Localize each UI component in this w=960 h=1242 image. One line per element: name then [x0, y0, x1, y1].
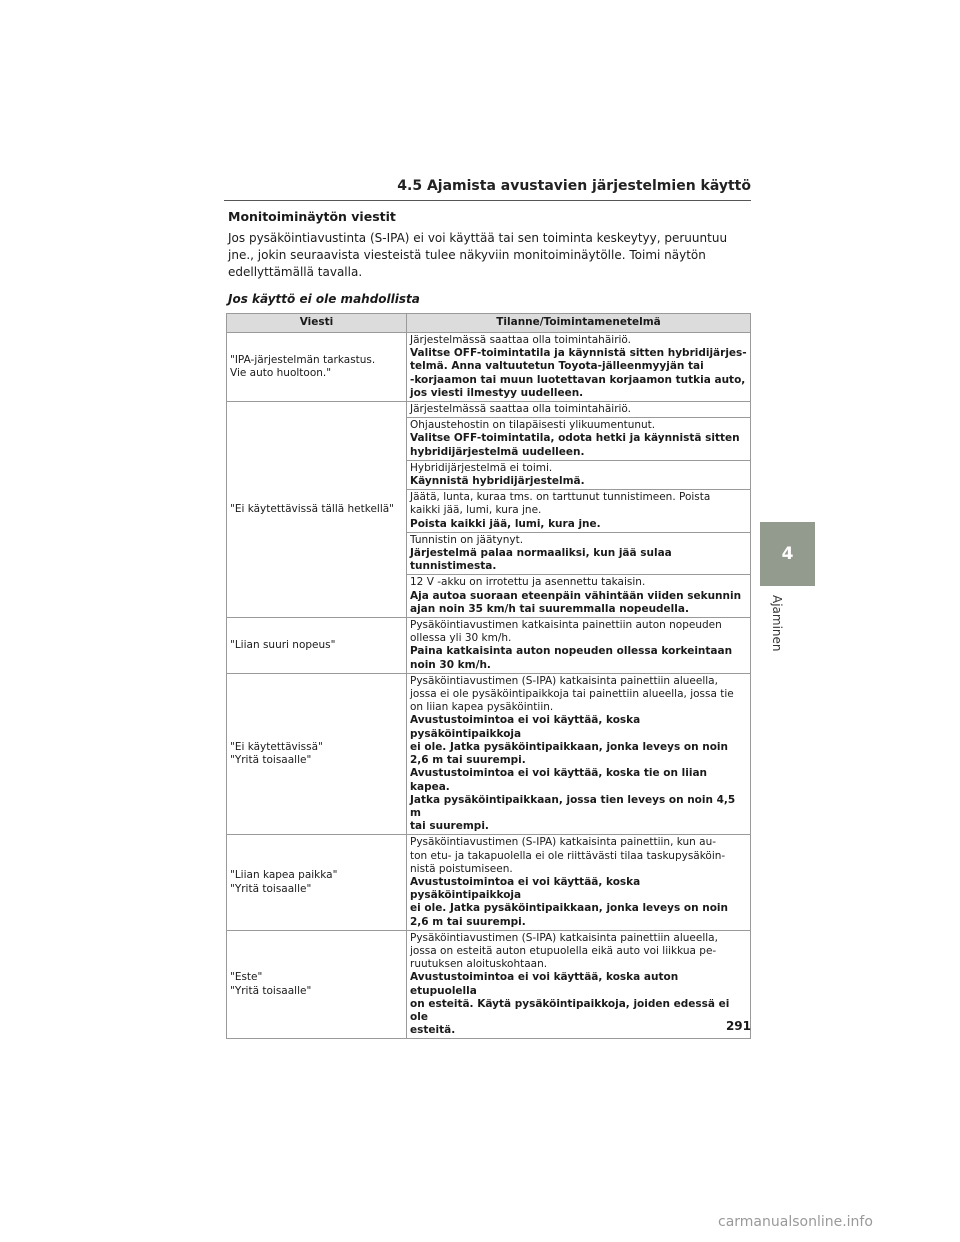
action-text: Avustustoimintoa ei voi käyttää, koska auton etupuolella on esteitä. Käytä pysäköintipaikkoja, joiden edessä ei ole esteitä. — [410, 971, 730, 1037]
chapter-tab-label: Ajaminen — [770, 595, 784, 652]
message-cell — [227, 930, 407, 1039]
action-text: Käynnistä hybridijärjestelmä. — [410, 475, 585, 488]
page-number: 291 — [725, 1019, 751, 1033]
situation-cell — [407, 418, 751, 461]
message-text: "Liian kapea paikka" "Yritä toisaalle" — [230, 869, 338, 895]
situation-text: 12 V -akku on irrotettu ja asennettu takaisin. — [410, 576, 646, 589]
table-row — [227, 618, 751, 674]
situation-cell — [407, 575, 751, 618]
action-text: Valitse OFF-toimintatila, odota hetki ja käynnistä sitten hybridijärjestelmä uudelleen. — [410, 432, 740, 458]
chapter-header: 4.5 Ajamista avustavien järjestelmien käyttö — [224, 178, 751, 201]
action-text: Avustustoimintoa ei voi käyttää, koska pysäköintipaikkoja ei ole. Jatka pysäköintipaikkaan, jonka leveys on noin 2,6 m tai suurempi. — [410, 875, 729, 928]
messages-table — [226, 313, 751, 1039]
situation-text: Pysäköintiavustimen (S-IPA) katkaisinta painettiin alueella, jossa ei ole pysäköintipaikkoja tai painettiin alueella, jossa tie on liian kapea pysäköintiin. — [410, 674, 734, 714]
situation-text: Hybridijärjestelmä ei toimi. — [410, 461, 553, 474]
situation-text: Ohjaustehostin on tilapäisesti ylikuumentunut. — [410, 419, 656, 432]
table-row — [227, 673, 751, 834]
situation-cell — [407, 490, 751, 533]
column-header-message: Viesti — [227, 314, 407, 333]
intro-paragraph: Jos pysäköintiavustinta (S-IPA) ei voi käyttää tai sen toiminta keskeytyy, peruuntuu jne., jokin seuraavista viesteistä tulee näkyviin monitoiminäytölle. Toimi näytön edellyttämällä tavalla. — [228, 231, 728, 279]
chapter-tab: 4 — [760, 522, 815, 586]
action-text: Aja autoa suoraan eteenpäin vähintään viiden sekunnin ajan noin 35 km/h tai suuremmalla nopeudella. — [410, 589, 742, 615]
message-cell — [227, 835, 407, 930]
action-text: Avustustoimintoa ei voi käyttää, koska pysäköintipaikkoja ei ole. Jatka pysäköintipaikkaan, jonka leveys on noin 2,6 m tai suurempi. Avustustoimintoa ei voi käyttää, koska tie on liian kapea. Jatka pysäköintipaikkaan, jossa tien leveys on noin 4,5 m tai suurempi. — [410, 714, 736, 833]
message-cell — [227, 402, 407, 618]
table-row — [227, 402, 751, 418]
situation-cell — [407, 532, 751, 575]
message-text: "Liian suuri nopeus" — [230, 638, 336, 651]
action-text: Valitse OFF-toimintatila ja käynnistä sitten hybridijärjes- telmä. Anna valtuutetun Toyota-jälleenmyyjän tai -korjaamon tai muun luotettavan korjaamon tutkia auto, jos viesti ilmestyy uudelleen. — [410, 347, 747, 399]
situation-text: Pysäköintiavustimen (S-IPA) katkaisinta painettiin alueella, jossa on esteitä auton etupuolella eikä auto voi liikkua pe- ruutuksen aloituskohtaan. — [410, 931, 718, 971]
situation-text: Pysäköintiavustimen (S-IPA) katkaisinta painettiin, kun au- ton etu- ja takapuolella ei ole riittävästi tilaa taskupysäköin- nistä poistumiseen. — [410, 836, 726, 875]
situation-cell — [407, 333, 751, 402]
watermark: carmanualsonline.info — [718, 1214, 873, 1230]
situation-cell — [407, 673, 751, 834]
situation-cell — [407, 835, 751, 930]
action-text: Järjestelmä palaa normaaliksi, kun jää sulaa tunnistimesta. — [410, 547, 672, 573]
message-cell — [227, 618, 407, 674]
action-text: Paina katkaisinta auton nopeuden ollessa korkeintaan noin 30 km/h. — [410, 645, 733, 671]
message-cell — [227, 333, 407, 402]
situation-text: Tunnistin on jäätynyt. — [410, 533, 524, 546]
action-text: Poista kaikki jää, lumi, kura jne. — [410, 517, 601, 530]
table-row — [227, 930, 751, 1039]
situation-cell — [407, 930, 751, 1039]
message-text: "Ei käytettävissä" "Yritä toisaalle" — [230, 740, 323, 767]
situation-text: Pysäköintiavustimen katkaisinta painettiin auton nopeuden ollessa yli 30 km/h. — [410, 619, 722, 645]
message-text: "Ei käytettävissä tällä hetkellä" — [230, 502, 395, 515]
column-header-situation: Tilanne/Toimintamenetelmä — [407, 314, 751, 333]
table-subtitle: Jos käyttö ei ole mahdollista — [228, 292, 420, 306]
situation-text: Järjestelmässä saattaa olla toimintahäiriö. — [410, 403, 632, 416]
table-header-row — [227, 314, 751, 333]
section-title: Monitoiminäytön viestit — [228, 209, 396, 224]
situation-text: Jäätä, lunta, kuraa tms. on tarttunut tunnistimeen. Poista kaikki jää, lumi, kura jne. — [410, 491, 711, 517]
message-text: "Este" "Yritä toisaalle" — [230, 971, 312, 997]
situation-cell — [407, 618, 751, 674]
situation-text: Järjestelmässä saattaa olla toimintahäiriö. — [410, 334, 632, 346]
table-row — [227, 333, 751, 402]
situation-cell — [407, 402, 751, 418]
message-cell — [227, 673, 407, 834]
situation-cell — [407, 460, 751, 489]
table-row — [227, 835, 751, 930]
message-text: "IPA-järjestelmän tarkastus. Vie auto huoltoon." — [230, 353, 376, 379]
